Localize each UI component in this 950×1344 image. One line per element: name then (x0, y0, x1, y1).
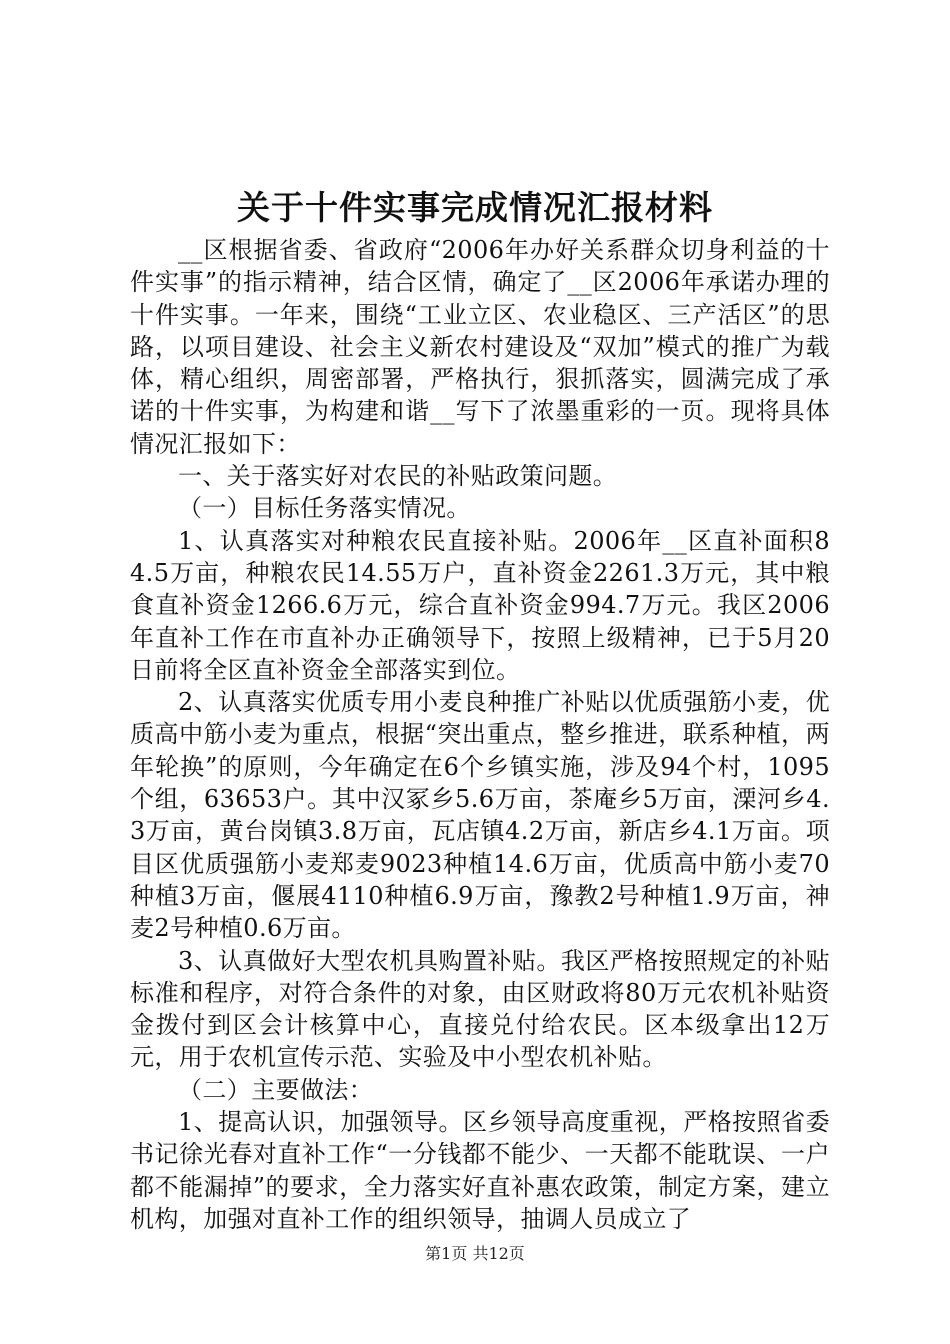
paragraph-item-3: 3、认真做好大型农机具购置补贴。我区严格按照规定的补贴标准和程序，对符合条件的对象，由区财政将80万元农机补贴资金拨付到区会计核算中心，直接兑付给农民。区本级拿出12万元，用于农机宣传示范、实验及中小型农机补贴。 (130, 946, 830, 1072)
paragraph-item-1: 1、认真落实对种粮农民直接补贴。2006年__区直补面积84.5万亩，种粮农民14.55万户，直补资金2261.3万元，其中粮食直补资金1266.6万元，综合直补资金994.7万元。我区2006年直补工作在市直补办正确领导下，按照上级精神，已于5月20日前将全区直补资金全部落实到位。 (130, 526, 830, 684)
section-heading-1: 一、关于落实好对农民的补贴政策问题。 (178, 462, 618, 491)
subsection-heading-2: （二）主要做法： (178, 1075, 374, 1104)
document-body (130, 234, 830, 1235)
subsection-heading-1: （一）目标任务落实情况。 (178, 494, 471, 523)
paragraph-method-1: 1、提高认识，加强领导。区乡领导高度重视，严格按照省委书记徐光春对直补工作“一分钱都不能少、一天都不能耽误、一户都不能漏掉”的要求，全力落实好直补惠农政策，制定方案，建立机构，加强对直补工作的组织领导，抽调人员成立了 (130, 1108, 830, 1233)
document-title: 关于十件实事完成情况汇报材料 (237, 188, 713, 227)
page-footer: 第1页 共12页 (425, 1244, 525, 1263)
paragraph-item-2: 2、认真落实优质专用小麦良种推广补贴以优质强筋小麦，优质高中筋小麦为重点，根据“突出重点，整乡推进，联系种植，两年轮换”的原则，今年确定在6个乡镇实施，涉及94个村，1095个组，63653户。其中汉冢乡5.6万亩，茶庵乡5万亩，溧河乡4.3万亩，黄台岗镇3.8万亩，瓦店镇4.2万亩，新店乡4.1万亩。项目区优质强筋小麦郑麦9023种植14.6万亩，优质高中筋小麦70种植3万亩，偃展4110种植6.9万亩，豫教2号种植1.9万亩，神麦2号种植0.6万亩。 (130, 688, 830, 943)
paragraph-intro: __区根据省委、省政府“2006年办好关系群众切身利益的十件实事”的指示精神，结合区情，确定了__区2006年承诺办理的十件实事。一年来，围绕“工业立区、农业稳区、三产活区”的思路，以项目建设、社会主义新农村建设及“双加”模式的推广为载体，精心组织，周密部署，严格执行，狠抓落实，圆满完成了承诺的十件实事，为构建和谐__写下了浓墨重彩的一页。现将具体情况汇报如下： (130, 236, 830, 458)
